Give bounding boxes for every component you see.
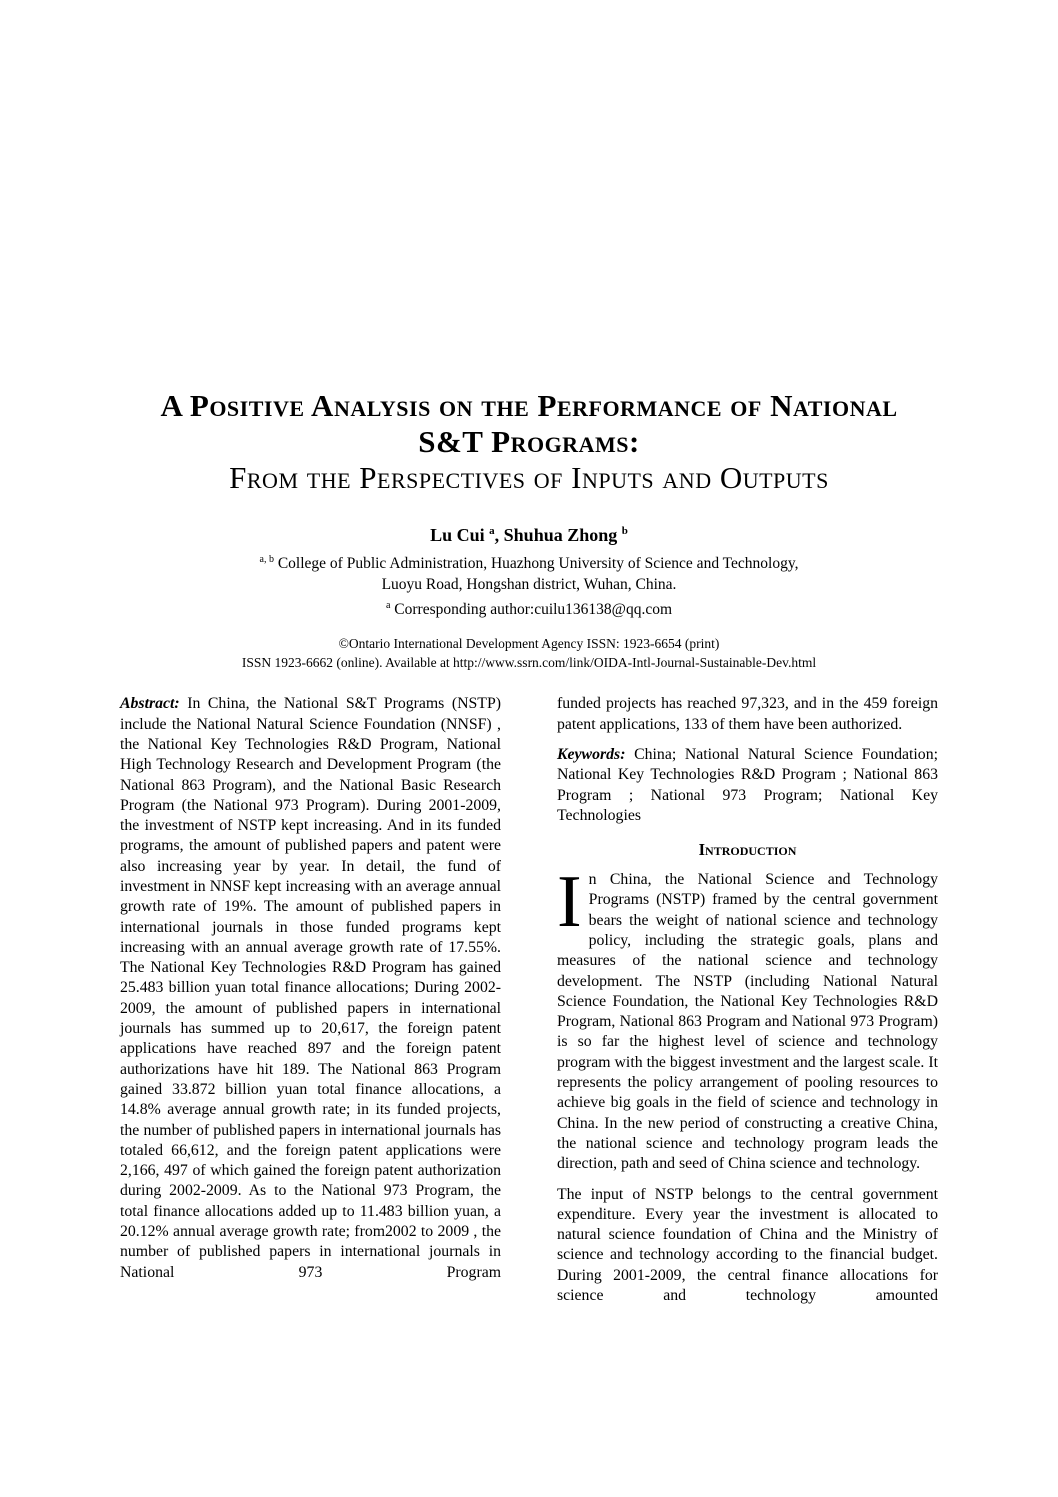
two-column-body: [120, 694, 938, 1316]
abstract-continuation: funded projects has reached 97,323, and in the 459 foreign patent applications, 133 of them have been authorized.: [557, 695, 938, 733]
introduction-paragraph-2: The input of NSTP belongs to the central government expenditure. Every year the investment is allocated to natural science foundation of China and the Ministry of science and technology according to the financial budget. During 2001-2009, the central finance allocations for science and technology amounted: [557, 1185, 938, 1305]
abstract-paragraph: [120, 694, 501, 1283]
introduction-heading: Introduction: [698, 840, 797, 860]
right-column: [557, 694, 938, 1316]
introduction-paragraph-1: [557, 861, 938, 1174]
keywords-text: China; National Natural Science Foundation; National Key Technologies R&D Program ; National 863 Program ; National 973 Program; National Key Technologies: [557, 745, 938, 824]
corresponding-author-text: Corresponding author:cuilu136138@qq.com: [394, 601, 673, 619]
page-content: [120, 388, 938, 1316]
abstract-text-part-1: In China, the National S&T Programs (NSTP) include the National Natural Science Foundation (NNSF) , the National Key Technologies R&D Program, National High Technology Research and Development Program (the National 863 Program), and the National Basic Research Program (the National 973 Program). During 2001-2009, the investment of NSTP kept increasing. And in its funded programs, the amount of published papers and patent were also increasing year by year. In detail, the fund of investment in NNSF kept increasing with an average annual growth rate of 19%. The amount of published papers in international journals in those funded programs kept increasing with an annual average growth rate of 17.55%. The National Key Technologies R&D Program has gained 25.483 billion yuan total finance allocations; During 2002-2009, the amount of published papers in international journals has summed up to 20,617, the foreign patent applications have reached 897 and the foreign patent authorizations have hit 189. The National 863 Program gained 33.872 billion yuan total finance allocations, a 14.8% average annual growth rate; in its funded projects, the number of published papers in international journals has totaled 66,612, and the foreign patent applications were 2,166, 497 of which gained the foreign patent authorization during 2002-2009. As to the National 973 Program, the total finance allocations added up to 11.483 billion yuan, a 20.12% annual average growth rate; from2002 to 2009 , the number of published papers in international journals in National 973 Program: [120, 695, 501, 1281]
left-column: [120, 694, 501, 1316]
paper-title: [120, 388, 938, 496]
affiliation-marks: a, b: [259, 554, 274, 565]
corresponding-author-line: [120, 595, 938, 620]
affiliation-line-1: [120, 549, 938, 574]
keywords-paragraph: [557, 745, 938, 826]
authors-separator: ,: [494, 525, 504, 545]
author-1-name: Lu Cui: [430, 525, 485, 545]
affiliation-text: College of Public Administration, Huazhong University of Science and Technology,: [277, 555, 799, 573]
affiliation-block: [120, 549, 938, 620]
author-1-affiliation-mark: a: [489, 525, 495, 537]
affiliation-line-2: Luoyu Road, Hongshan district, Wuhan, China.: [381, 576, 677, 594]
authors-line: [120, 520, 938, 547]
title-line-1: A Positive Analysis on the Performance of National: [160, 388, 898, 423]
author-2-affiliation-mark: b: [621, 525, 628, 537]
dropcap-letter: I: [557, 861, 582, 944]
abstract-label: Abstract:: [120, 695, 180, 713]
corresponding-author-mark: a: [385, 600, 391, 612]
imprint-block: [120, 634, 938, 672]
title-line-2: S&T Programs:: [418, 424, 640, 459]
author-2-name: Shuhua Zhong: [503, 525, 618, 545]
introduction-text-1: n China, the National Science and Technology Programs (NSTP) framed by the central government bears the weight of national science and technology policy, including the strategic goals, plans and measures of the national science and technology development. The NSTP (including National Natural Science Foundation, the National Key Technologies R&D Program, National 863 Program and National 973 Program) is so far the highest level of science and technology program with the biggest investment and the largest scale. It represents the policy arrangement of pooling resources to achieve big goals in the field of science and technology in China. In the new period of constructing a creative China, the national science and technology program leads the direction, path and seed of China science and technology.: [557, 871, 938, 1173]
imprint-line-2: ISSN 1923-6662 (online). Available at http://www.ssrn.com/link/OIDA-Intl-Journal-Sustainable-Dev.html: [241, 655, 817, 671]
keywords-label: Keywords:: [557, 745, 626, 763]
title-line-3: From the Perspectives of Inputs and Outputs: [229, 460, 829, 495]
imprint-line-1: ©Ontario International Development Agency ISSN: 1923-6654 (print): [338, 636, 720, 652]
